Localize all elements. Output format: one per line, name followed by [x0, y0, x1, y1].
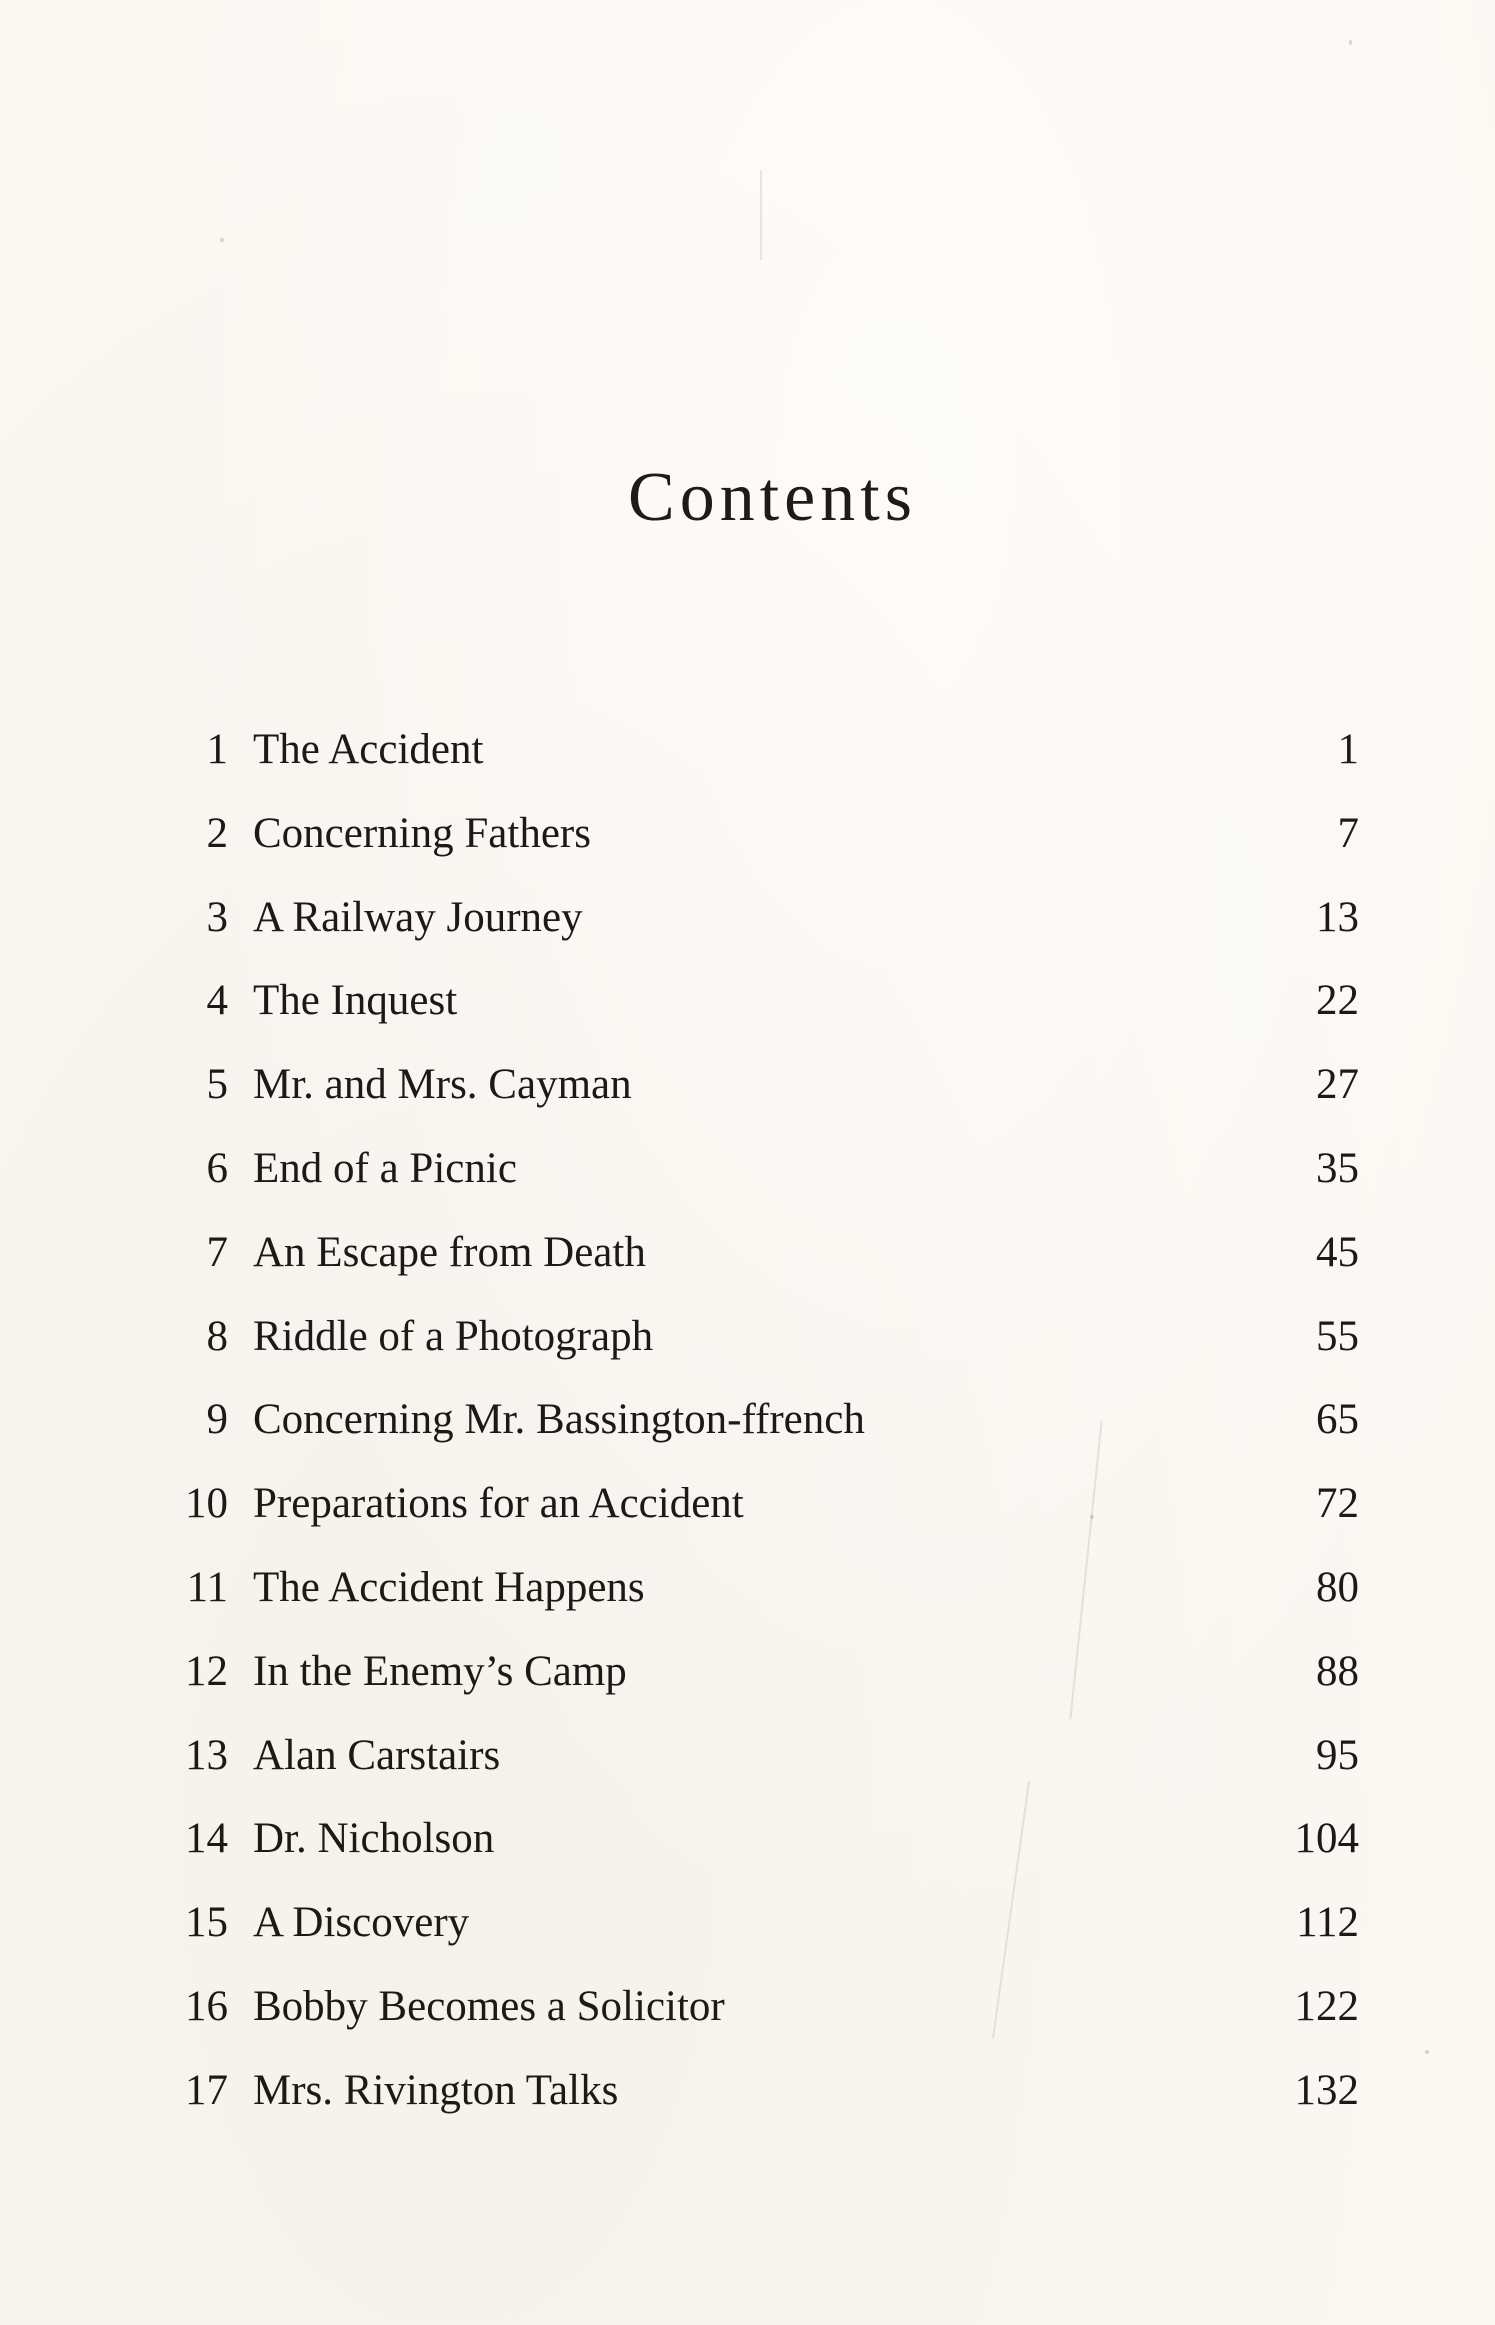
- page-title: Contents: [628, 459, 917, 536]
- chapter-number: 10: [185, 1480, 228, 1528]
- toc-entry: [0, 1881, 1495, 1965]
- page-number: 27: [1316, 1061, 1359, 1109]
- chapter-number: 9: [206, 1396, 228, 1444]
- toc-entry: [0, 1462, 1495, 1546]
- chapter-number: 3: [206, 893, 228, 941]
- chapter-number: 14: [185, 1815, 228, 1863]
- page-number: 88: [1316, 1647, 1359, 1695]
- chapter-number: 8: [206, 1312, 228, 1360]
- chapter-number: 16: [185, 1982, 228, 2030]
- page-number: 13: [1316, 893, 1359, 941]
- chapter-number: 11: [186, 1563, 228, 1611]
- chapter-title: End of a Picnic: [253, 1144, 517, 1192]
- chapter-number: 5: [206, 1061, 228, 1109]
- toc-entry: [0, 1043, 1495, 1127]
- chapter-title: The Inquest: [253, 977, 458, 1025]
- page-number: 132: [1294, 2066, 1359, 2114]
- chapter-title: In the Enemy’s Camp: [253, 1647, 627, 1695]
- page-number: 7: [1337, 809, 1359, 857]
- paper-speck: [1349, 40, 1352, 45]
- page-number: 80: [1316, 1563, 1359, 1611]
- chapter-number: 12: [185, 1647, 228, 1695]
- page-number: 35: [1316, 1144, 1359, 1192]
- toc-entry: [0, 876, 1495, 960]
- page-number: 65: [1316, 1396, 1359, 1444]
- chapter-title: The Accident: [253, 726, 484, 773]
- chapter-title: Alan Carstairs: [253, 1731, 501, 1779]
- chapter-number: 15: [185, 1899, 228, 1947]
- chapter-number: 6: [206, 1144, 228, 1192]
- chapter-title: Mrs. Rivington Talks: [253, 2066, 619, 2114]
- page-number: 104: [1294, 1815, 1359, 1863]
- page-number: 112: [1296, 1899, 1359, 1947]
- chapter-title: A Railway Journey: [253, 893, 583, 941]
- chapter-number: 2: [206, 809, 228, 857]
- toc-entry: [0, 1127, 1495, 1211]
- toc-entry: [0, 2049, 1495, 2133]
- page-number: 45: [1316, 1228, 1359, 1276]
- chapter-title: Bobby Becomes a Solicitor: [253, 1982, 725, 2030]
- paper-crease: [760, 170, 762, 260]
- chapter-title: An Escape from Death: [253, 1228, 646, 1276]
- chapter-title: Mr. and Mrs. Cayman: [253, 1061, 632, 1109]
- toc-entry: [0, 1714, 1495, 1798]
- chapter-title: Preparations for an Accident: [253, 1480, 744, 1528]
- chapter-number: 1: [206, 726, 228, 773]
- toc-entry: [0, 959, 1495, 1043]
- toc-entry: [0, 1630, 1495, 1714]
- chapter-number: 17: [185, 2066, 228, 2114]
- toc-entry: [0, 1797, 1495, 1881]
- page-number: 22: [1316, 977, 1359, 1025]
- page-number: 122: [1294, 1982, 1359, 2030]
- page-number: 95: [1316, 1731, 1359, 1779]
- chapter-number: 13: [185, 1731, 228, 1779]
- chapter-title: Concerning Fathers: [253, 809, 591, 857]
- toc-entry: [0, 1378, 1495, 1462]
- toc-entry: [0, 1546, 1495, 1630]
- table-of-contents: [0, 708, 1495, 2133]
- chapter-title: The Accident Happens: [253, 1563, 645, 1611]
- chapter-title: Concerning Mr. Bassington-ffrench: [253, 1396, 865, 1444]
- chapter-number: 4: [206, 977, 228, 1025]
- page-number: 1: [1337, 726, 1359, 773]
- toc-entry: [0, 708, 1495, 792]
- chapter-title: Riddle of a Photograph: [253, 1312, 654, 1360]
- page-number: 72: [1316, 1480, 1359, 1528]
- toc-entry: [0, 1211, 1495, 1295]
- chapter-title: Dr. Nicholson: [253, 1815, 495, 1863]
- paper-speck: [220, 238, 224, 242]
- chapter-title: A Discovery: [253, 1899, 470, 1947]
- chapter-number: 7: [206, 1228, 228, 1276]
- toc-entry: [0, 1965, 1495, 2049]
- page-number: 55: [1316, 1312, 1359, 1360]
- toc-entry: [0, 1295, 1495, 1379]
- toc-entry: [0, 792, 1495, 876]
